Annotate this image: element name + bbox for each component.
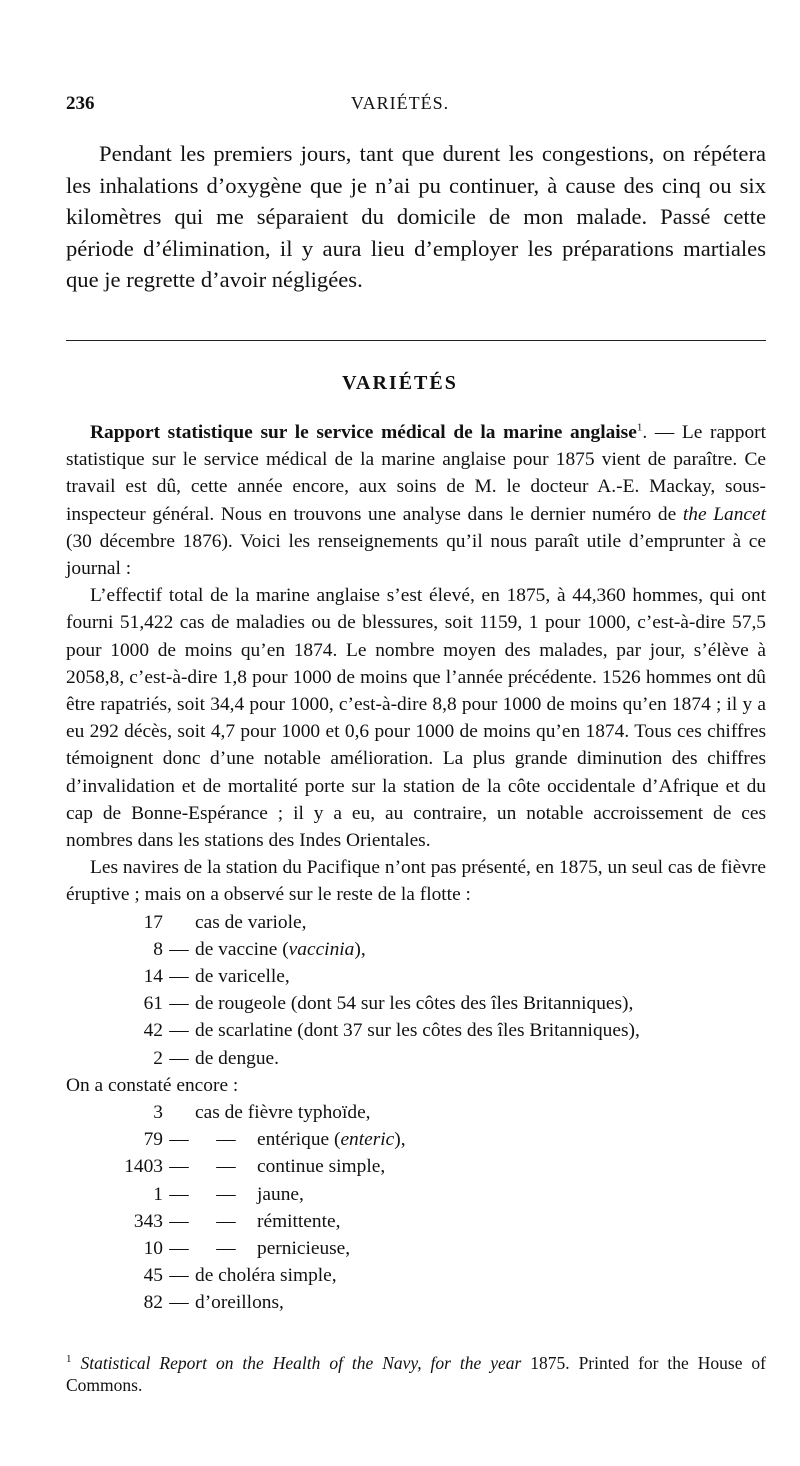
footnote-reference: 1 [636, 421, 643, 434]
footnote-title: Statistical Report on the Health of the Navy, for the year [80, 1353, 522, 1373]
intro-paragraph [66, 138, 766, 296]
list-item: 10 — — pernicieuse, [143, 1237, 351, 1259]
lead-journal-title: the Lancet [682, 503, 767, 525]
list-item: 79 — — entérique (enteric), [143, 1129, 406, 1151]
list-item: 8 — de vaccine (vaccinia), [153, 938, 366, 960]
list-item: 61 — de rougeole (dont 54 sur les côtes des îles Britanniques), [143, 993, 634, 1015]
footnote [66, 1352, 766, 1396]
list-item: 82 — d’oreillons, [143, 1292, 284, 1314]
list-item: 42 — de scarlatine (dont 37 sur les côtes des îles Britanniques), [143, 1020, 640, 1042]
page-header [66, 93, 734, 119]
list-item: 2 — de dengue. [153, 1047, 279, 1069]
paragraph-effectif: L’effectif total de la marine anglaise s’est élevé, en 1875, à 44,360 hommes, qui ont fourni 51,422 cas de maladies ou de blessures, soit 1159, 1 pour 1000, c’est-à-dire 57,5 pour 1000 de moins qu’en 1874. Le nombre moyen des malades, par jour, s’élève à 2058,8, c’est-à-dire 1,8 pour 1000 de moins que l’année précédente. 1526 hommes ont dû être rapatriés, soit 34,4 pour 1000, c’est-à-dire 8,8 pour 1000 de moins qu’en 1874 ; il y a eu 292 décès, soit 4,7 pour 1000 et 0,6 pour 1000 de moins qu’en 1874. Tous ces chiffres témoignent donc d’une notable amélioration. La plus grande diminution des chiffres d’invalidation et de mortalité porte sur la station de la côte occidentale d’Afrique et du cap de Bonne-Espérance ; il y a eu, au contraire, un notable accroissement de ces nombres dans les stations des Indes Orientales. [66, 585, 766, 852]
list-item: 3 cas de fièvre typhoïde, [153, 1101, 371, 1123]
footnote-mark: 1 [66, 1353, 72, 1366]
paragraph-pacifique: Les navires de la station du Pacifique n’ont pas présenté, en 1875, un seul cas de fièvre éruptive ; mais on a observé sur le reste de la flotte : [66, 857, 766, 906]
intro-text: Pendant les premiers jours, tant que durent les congestions, on répétera les inhalations d’oxygène que je n’ai pu continuer, à cause des cinq ou six kilomètres qui me séparaient du domicile de mon malade. Passé cette période d’élimination, il y aura lieu d’employer les préparations martiales que je regrette d’avoir négligées. [66, 141, 766, 292]
eruptive-fever-list [66, 909, 766, 1072]
list-item: 45 — de choléra simple, [143, 1265, 337, 1287]
running-head: VARIÉTÉS. [350, 93, 450, 113]
lead-text-a: . — Le rapport statistique sur le service médical de la marine anglaise pour 1875 vient de paraître. Ce travail est dû, cette année encore, aux soins de M. le docteur A.-E. Mackay, sous-inspecteur général. Nous en trouvons une analyse dans le dernier numéro de [66, 422, 766, 525]
article-body [66, 419, 766, 1316]
list-item: 1 — — jaune, [153, 1183, 304, 1205]
article-heading: Rapport statistique sur le service médical de la marine anglaise [90, 422, 637, 443]
page-number: 236 [66, 93, 95, 114]
list-item: 14 — de varicelle, [143, 966, 290, 988]
section-divider [66, 340, 766, 341]
list-item: 343 — — rémittente, [133, 1210, 341, 1232]
lead-text-b: (30 décembre 1876). Voici les renseignements qu’il nous paraît utile d’emprunter à ce journal : [66, 530, 766, 580]
list-item: 1403 — — continue simple, [124, 1156, 386, 1178]
footnote-text: 1875. Printed for the House of Commons. [66, 1353, 766, 1395]
article-lead-paragraph [66, 419, 766, 582]
list-item: 17 cas de variole, [143, 911, 307, 933]
fever-list [66, 1099, 766, 1317]
paragraph-constate: On a constaté encore : [66, 1074, 239, 1096]
section-title: VARIÉTÉS [342, 372, 458, 394]
